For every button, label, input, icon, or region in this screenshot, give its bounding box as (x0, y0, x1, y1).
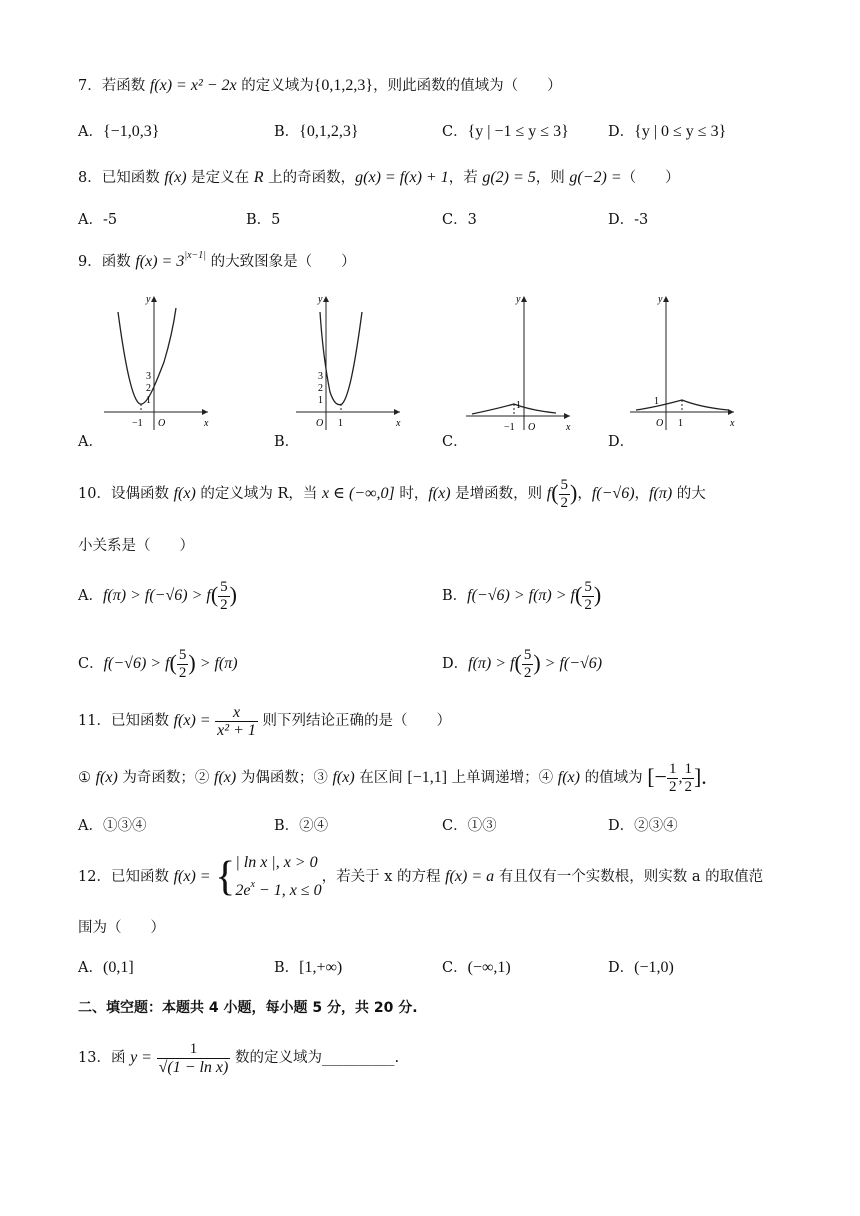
q11-option-d[interactable]: D．②③④ (608, 818, 678, 834)
tick-3: 3 (318, 371, 323, 382)
q7-option-a[interactable]: A．{−1,0,3} (78, 123, 160, 140)
tick-2: 2 (318, 383, 323, 394)
tick-1: 1 (146, 395, 151, 406)
q9-option-c[interactable]: C． (442, 434, 468, 450)
q7-option-b[interactable]: B．{0,1,2,3} (274, 123, 359, 140)
question-12-line2: 围为（ ） (78, 920, 165, 936)
q11-option-c[interactable]: C．①③ (442, 818, 497, 834)
tick-1: 1 (318, 395, 323, 406)
q7-domain: {0,1,2,3} (313, 77, 374, 94)
q7-option-d[interactable]: D．{y | 0 ≤ y ≤ 3} (608, 123, 727, 140)
q12-option-b[interactable]: B．[1,+∞) (274, 959, 343, 976)
q11-option-b[interactable]: B．②④ (274, 818, 329, 834)
q9-option-b[interactable]: B． (274, 434, 300, 450)
q11-option-a[interactable]: A．①③④ (78, 818, 147, 834)
question-11: 11．已知函数 f(x) = $\frac{x}{\text{x² + 1}}$ 则下列结论正确的是（ ） (78, 703, 451, 739)
tick-1: 1 (654, 396, 659, 407)
graph-a[interactable] (104, 292, 214, 432)
question-7: 7．若函数 f(x) = x² − 2x 的定义域为{0,1,2,3}，则此函数的值域为（ ） (78, 77, 562, 94)
graph-d[interactable] (630, 292, 740, 432)
q8-option-c[interactable]: C．3 (442, 212, 477, 228)
question-10-line2: 小关系是（ ） (78, 538, 194, 554)
axis-origin: O (656, 418, 664, 429)
tick-2: 2 (146, 383, 151, 394)
question-9: 9．函数 $f(x) = 3^{|x-1|}$ 的大致图象是（ ） (78, 250, 356, 270)
q9-option-a[interactable]: A． (78, 434, 103, 450)
axis-x-label: x (204, 418, 209, 429)
question-8: 8．已知函数 f(x) 是定义在 R 上的奇函数，g(x) = f(x) + 1，若 g(2) = 5，则 g(−2) =（ ） (78, 169, 680, 186)
q10-option-b[interactable]: B．f(−√6) > f(π) > f( $\frac{5}{2}$ ) (442, 578, 602, 613)
axis-x-label: x (396, 418, 401, 429)
question-12: 12．已知函数 f(x) = { | ln x |, x > 0 $2e^x - 1$, x ≤ 0 ，若关于 x 的方程 f(x) = a 有且仅有一个实数根，则实数 a 的取值范 (78, 854, 764, 900)
q12-option-a[interactable]: A．(0,1] (78, 959, 134, 976)
q7-func: f(x) = x² − 2x (149, 77, 237, 94)
question-13: 13．函 y = $\frac{1}{\text{√(1 − ln x)}}$ 数的定义域为__________. (78, 1040, 400, 1076)
section-2-heading: 二、填空题：本题共 4 小题，每小题 5 分，共 20 分. (78, 1000, 418, 1016)
q8-option-d[interactable]: D．-3 (608, 212, 649, 228)
axis-x-label: x (566, 422, 571, 432)
q10-option-a[interactable]: A．f(π) > f(−√6) > f( $\frac{5}{2}$ ) (78, 578, 237, 613)
axis-y-label: y (318, 294, 323, 305)
q10-option-d[interactable]: D．f(π) > f( $\frac{5}{2}$ ) > f(−√6) (442, 646, 603, 681)
q9-option-d[interactable]: D． (608, 434, 635, 450)
axis-y-label: y (146, 294, 151, 305)
question-11-statements: ① f(x) 为奇函数；② f(x) 为偶函数；③ f(x) 在区间 [−1,1] 上单调递增；④ f(x) 的值域为 [− $\frac{1}{2}$ , $\frac{1}{2}$ ]. (78, 760, 707, 795)
axis-origin: O (316, 418, 324, 429)
q7-option-c[interactable]: C．{y | −1 ≤ y ≤ 3} (442, 123, 569, 140)
axis-y-label: y (516, 294, 521, 305)
axis-y-label: y (658, 294, 663, 305)
graph-b[interactable] (296, 292, 406, 432)
tick-minus-1: −1 (132, 418, 143, 429)
q10-option-c[interactable]: C．f(−√6) > f( $\frac{5}{2}$ ) > f(π) (78, 646, 238, 681)
graph-c[interactable] (466, 292, 576, 432)
tick-3: 3 (146, 371, 151, 382)
q12-option-c[interactable]: C．(−∞,1) (442, 959, 511, 976)
q12-option-d[interactable]: D．(−1,0) (608, 959, 674, 976)
axis-x-label: x (730, 418, 735, 429)
question-10: 10．设偶函数 f(x) 的定义域为 R，当 x ∈ (−∞,0] 时，f(x) 是增函数，则 f( $\frac{5}{2}$ )，f(−√6)，f(π) 的大 (78, 476, 706, 511)
tick-1: 1 (516, 400, 521, 411)
q8-option-b[interactable]: B．5 (246, 212, 281, 228)
axis-origin: O (528, 422, 536, 432)
q8-option-a[interactable]: A．-5 (78, 212, 118, 228)
tick-1: 1 (338, 418, 343, 429)
tick-minus-1: −1 (504, 422, 515, 432)
tick-1: 1 (678, 418, 683, 429)
axis-origin: O (158, 418, 166, 429)
